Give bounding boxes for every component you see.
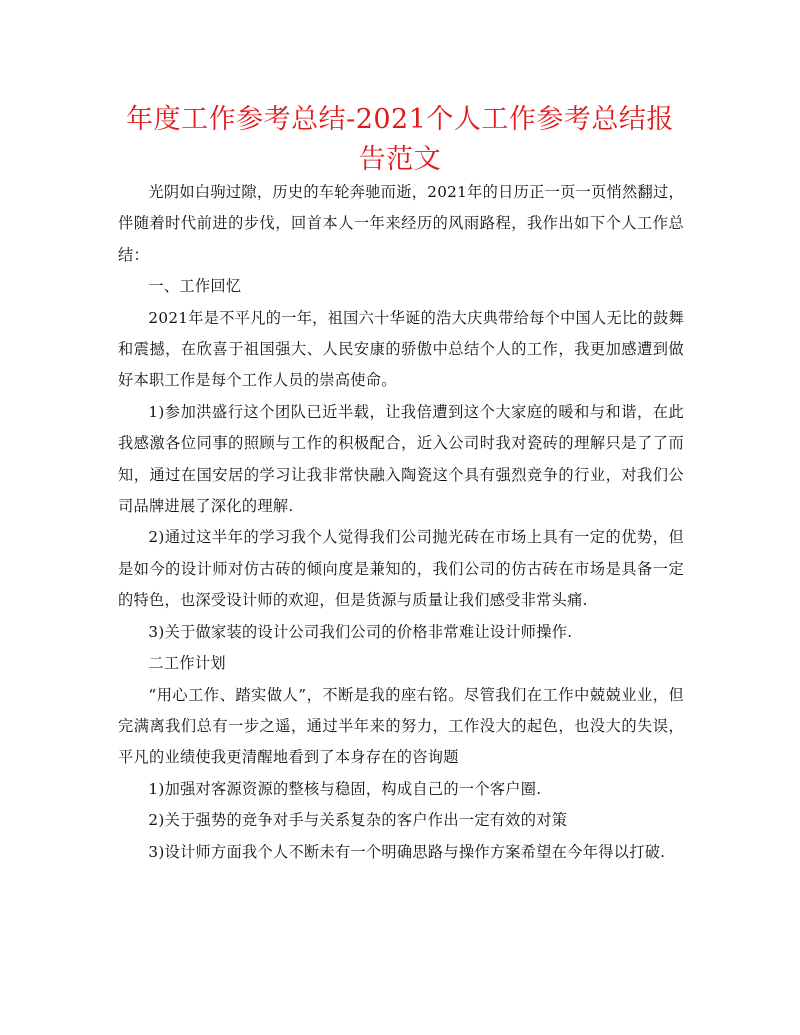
document-title: 年度工作参考总结-2021个人工作参考总结报告范文 — [126, 104, 674, 175]
document-body — [118, 177, 684, 868]
body-paragraph: 2021年是不平凡的一年，祖国六十华诞的浩大庆典带给每个中国人无比的鼓舞和震撼，在欣喜于祖国强大、人民安康的骄傲中总结个人的工作，我更加感遭到做好本职工作是每个工作人员的崇高使命。 — [118, 308, 684, 390]
plan-item-1: 1)加强对客源资源的整核与稳固，构成自己的一个客户圈. — [148, 779, 542, 798]
list-item-1: 1)参加洪盛行这个团队已近半载，让我倍遭到这个大家庭的暖和与和谐，在此我感激各位同事的照顾与工作的积极配合，近入公司时我对瓷砖的理解只是了了而知，通过在国安居的学习让我非常快融入陶瓷这个具有强烈竞争的行业，对我们公司品牌进展了深化的理解. — [118, 402, 684, 516]
section-heading-work-review: 一、工作回忆 — [148, 277, 242, 296]
section-heading-work-plan: 二工作计划 — [148, 654, 226, 673]
list-item-3: 3)关于做家装的设计公司我们公司的价格非常难让设计师操作. — [148, 622, 573, 641]
intro-paragraph: 光阴如白驹过隙，历史的车轮奔驰而逝，2021年的日历正一页一页悄然翻过，伴随着时代前进的步伐，回首本人一年来经历的风雨路程，我作出如下个人工作总结： — [118, 183, 684, 264]
plan-item-2: 2)关于强势的竞争对手与关系复杂的客户作出一定有效的对策 — [148, 811, 568, 830]
motto-paragraph: “用心工作、踏实做人”，不断是我的座右铭。尽管我们在工作中兢兢业业，但完满离我们总有一步之遥，通过半年来的努力，工作没大的起色，也没大的失误，平凡的业绩使我更清醒地看到了本身存在的咨询题 — [118, 685, 684, 767]
list-item-2: 2)通过这半年的学习我个人觉得我们公司抛光砖在市场上具有一定的优势，但是如今的设计师对仿古砖的倾向度是兼知的，我们公司的仿古砖在市场是具备一定的特色，也深受设计师的欢迎，但是货源与质量让我们感受非常头痛. — [118, 528, 684, 610]
plan-item-3: 3)设计师方面我个人不断未有一个明确思路与操作方案希望在今年得以打破. — [148, 842, 666, 861]
